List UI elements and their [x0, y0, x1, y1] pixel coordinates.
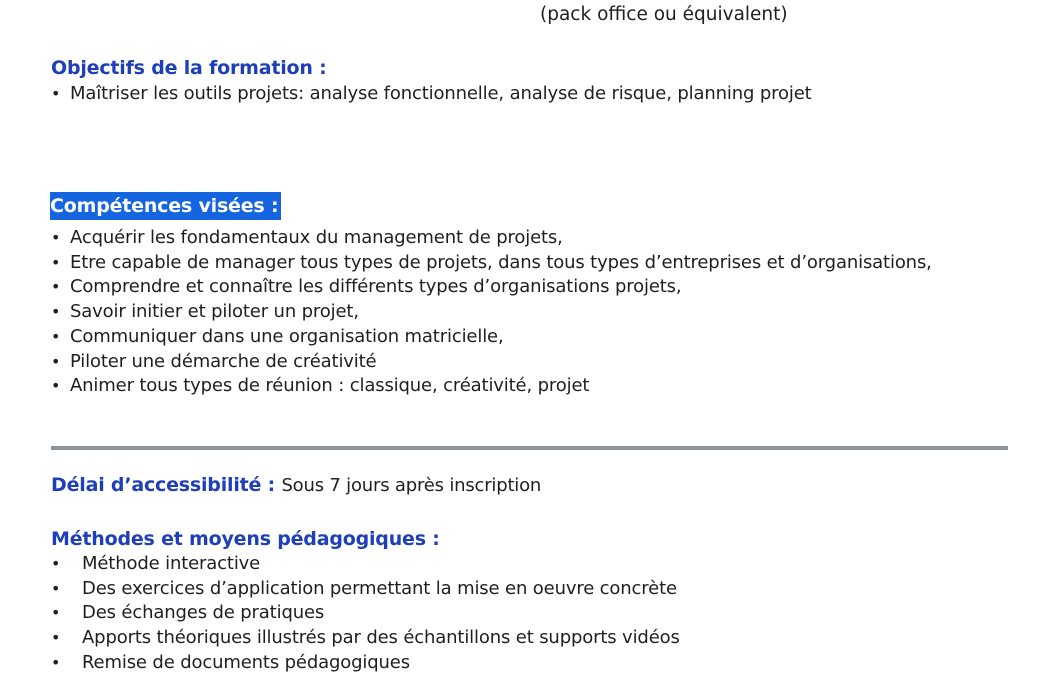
bullet-icon: • [51, 228, 61, 247]
objectifs-heading: Objectifs de la formation : [51, 57, 327, 79]
list-item-text: Acquérir les fondamentaux du management de projets, [70, 227, 563, 248]
list-item-text: Des exercices d’application permettant la mise en oeuvre concrète [82, 577, 677, 599]
list-item-text: Savoir initier et piloter un projet, [70, 301, 359, 323]
list-item [51, 275, 932, 300]
list-item [51, 325, 932, 350]
list-item [51, 374, 932, 399]
list-item-text: Animer tous types de réunion : classique, créativité, projet [70, 375, 590, 397]
list-item [51, 552, 680, 577]
methodes-list [51, 552, 680, 675]
list-item [51, 626, 680, 651]
bullet-icon: • [51, 628, 61, 648]
methodes-heading: Méthodes et moyens pédagogiques : [51, 528, 440, 550]
competences-list [51, 226, 932, 399]
list-item-text: Maîtriser les outils projets: analyse fonctionnelle, analyse de risque, planning projet [70, 83, 812, 104]
list-item-text: Communiquer dans une organisation matricielle, [70, 325, 504, 347]
bullet-icon: • [51, 376, 61, 396]
list-item-text: Méthode interactive [82, 553, 261, 574]
list-item-text: Apports théoriques illustrés par des échantillons et supports vidéos [82, 627, 680, 649]
bullet-icon: • [51, 84, 61, 103]
delai-heading [51, 473, 541, 498]
section-divider [51, 446, 1008, 450]
competences-heading: Compétences visées : [50, 192, 281, 220]
bullet-icon: • [51, 277, 61, 297]
bullet-icon: • [51, 351, 61, 371]
top-fragment-line: (pack office ou équivalent) [540, 4, 788, 25]
list-item-text: Etre capable de manager tous types de projets, dans tous types d’entreprises et d’organisations, [70, 251, 932, 273]
objectifs-list [51, 82, 812, 107]
list-item [51, 300, 932, 325]
list-item-text: Remise de documents pédagogiques [82, 651, 410, 673]
list-item [51, 350, 932, 375]
list-item [51, 601, 680, 626]
list-item [51, 82, 812, 107]
list-item-text: Comprendre et connaître les différents types d’organisations projets, [70, 276, 682, 298]
delai-value: Sous 7 jours après inscription [281, 475, 542, 496]
bullet-icon: • [51, 578, 61, 598]
list-item-text: Piloter une démarche de créativité [70, 350, 377, 372]
bullet-icon: • [51, 326, 61, 346]
bullet-icon: • [51, 554, 61, 573]
list-item [51, 577, 680, 602]
list-item-text: Des échanges de pratiques [82, 602, 325, 624]
bullet-icon: • [51, 302, 61, 322]
delai-heading-label: Délai d’accessibilité : [51, 474, 276, 496]
list-item [51, 251, 932, 276]
bullet-icon: • [51, 652, 61, 672]
bullet-icon: • [51, 252, 61, 272]
bullet-icon: • [51, 603, 61, 623]
list-item [51, 226, 932, 251]
list-item [51, 651, 680, 675]
